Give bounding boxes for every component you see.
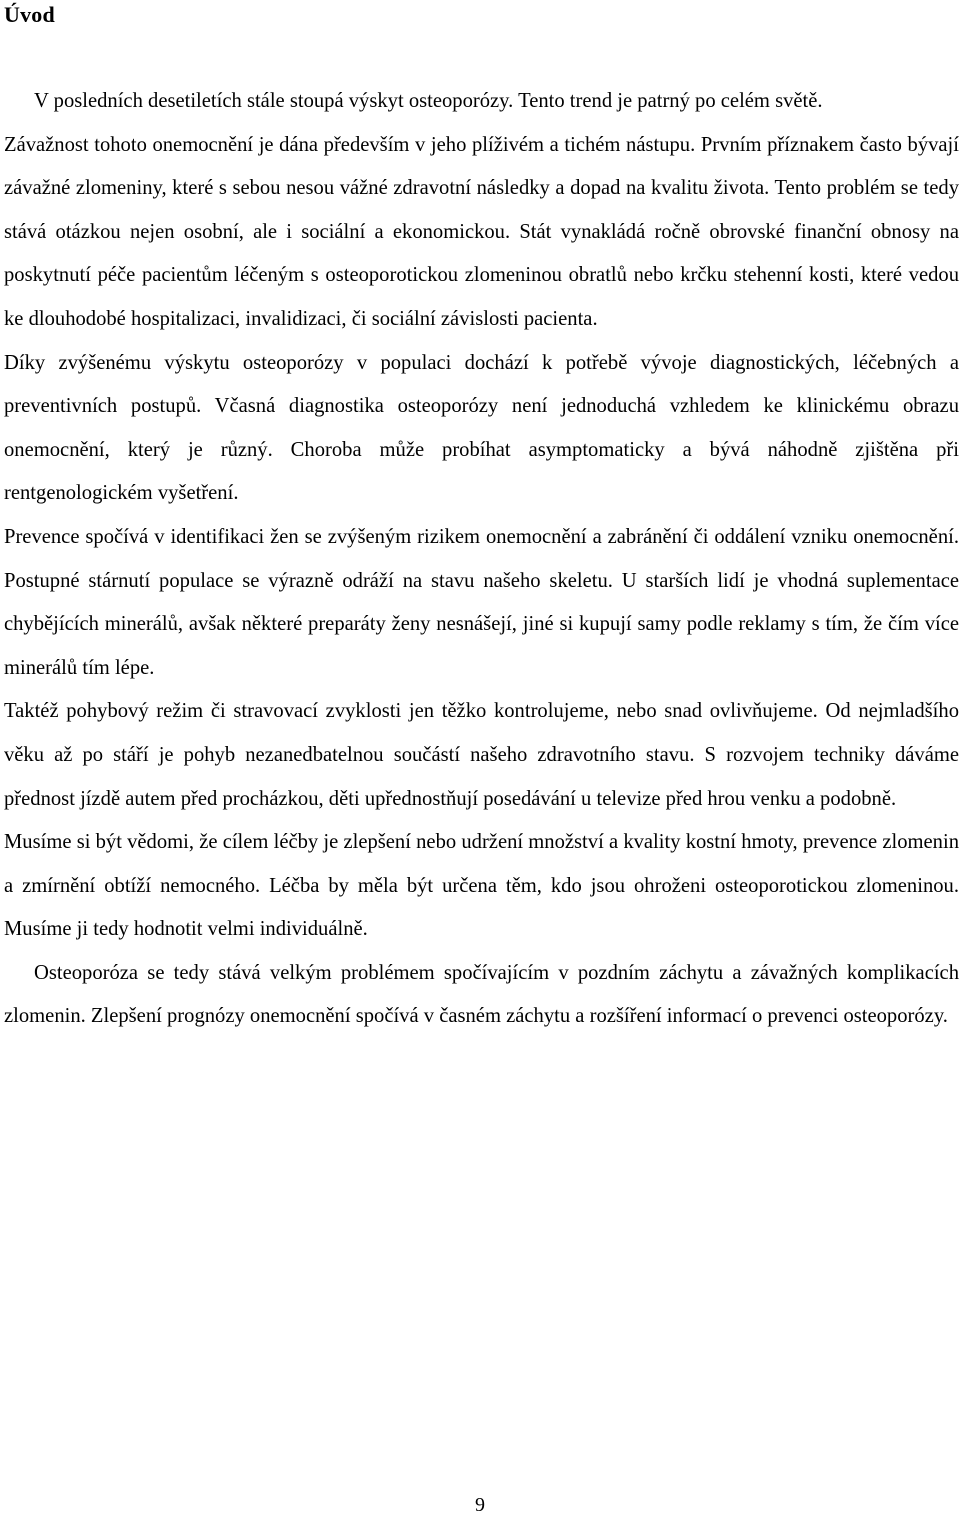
paragraph-lifestyle: Taktéž pohybový režim či stravovací zvyklosti jen těžko kontrolujeme, nebo snad ovlivňujeme. Od nejmladšího věku až po stáří je pohyb nezanedbatelnou součástí našeho zdravotního stavu. S rozvojem techniky dáváme přednost jízdě autem před procházkou, děti upřednostňují posedávání u televize před hrou venku a podobně. <box>4 700 959 810</box>
body-text <box>4 80 959 1039</box>
paragraph-intro: V posledních desetiletích stále stoupá výskyt osteoporózy. Tento trend je patrný po celém světě. <box>34 90 823 112</box>
paragraph-prevention: Prevence spočívá v identifikaci žen se zvýšeným rizikem onemocnění a zabránění či oddálení vzniku onemocnění. Postupné stárnutí populace se výrazně odráží na stavu našeho skeletu. U starších lidí je vhodná suplementace chybějících minerálů, avšak některé preparáty ženy nesnášejí, jiné si kupují samy podle reklamy s tím, že čím více minerálů tím lépe. <box>4 525 959 679</box>
page-number: 9 <box>475 1494 485 1516</box>
paragraph-diagnostics: Díky zvýšenému výskytu osteoporózy v populaci dochází k potřebě vývoje diagnostických, léčebných a preventivních postupů. Včasná diagnostika osteoporózy není jednoduchá vzhledem ke klinickému obrazu onemocnění, který je různý. Choroba může probíhat asymptomaticky a bývá náhodně zjištěna při rentgenologickém vyšetření. <box>4 351 959 505</box>
paragraph-severity: Závažnost tohoto onemocnění je dána především v jeho plíživém a tichém nástupu. Prvním příznakem často bývají závažné zlomeniny, které s sebou nesou vážné zdravotní následky a dopad na kvalitu života. Tento problém se tedy stává otázkou nejen osobní, ale i sociální a ekonomickou. Stát vynakládá ročně obrovské finanční obnosy na poskytnutí péče pacientům léčeným s osteoporotickou zlomeninou obratlů nebo krčku stehenní kosti, které vedou ke dlouhodobé hospitalizaci, invalidizaci, či sociální závislosti pacienta. <box>4 133 959 330</box>
paragraph-treatment-goal: Musíme si být vědomi, že cílem léčby je zlepšení nebo udržení množství a kvality kostní hmoty, prevence zlomenin a zmírnění obtíží nemocného. Léčba by měla být určena těm, kdo jsou ohroženi osteoporotickou zlomeninou. Musíme ji tedy hodnotit velmi individuálně. <box>4 831 959 941</box>
paragraph-conclusion: Osteoporóza se tedy stává velkým problémem spočívajícím v pozdním záchytu a závažných komplikacích zlomenin. Zlepšení prognózy onemocnění spočívá v časném záchytu a rozšíření informací o prevenci osteoporózy. <box>4 961 959 1028</box>
section-heading: Úvod <box>4 2 55 27</box>
